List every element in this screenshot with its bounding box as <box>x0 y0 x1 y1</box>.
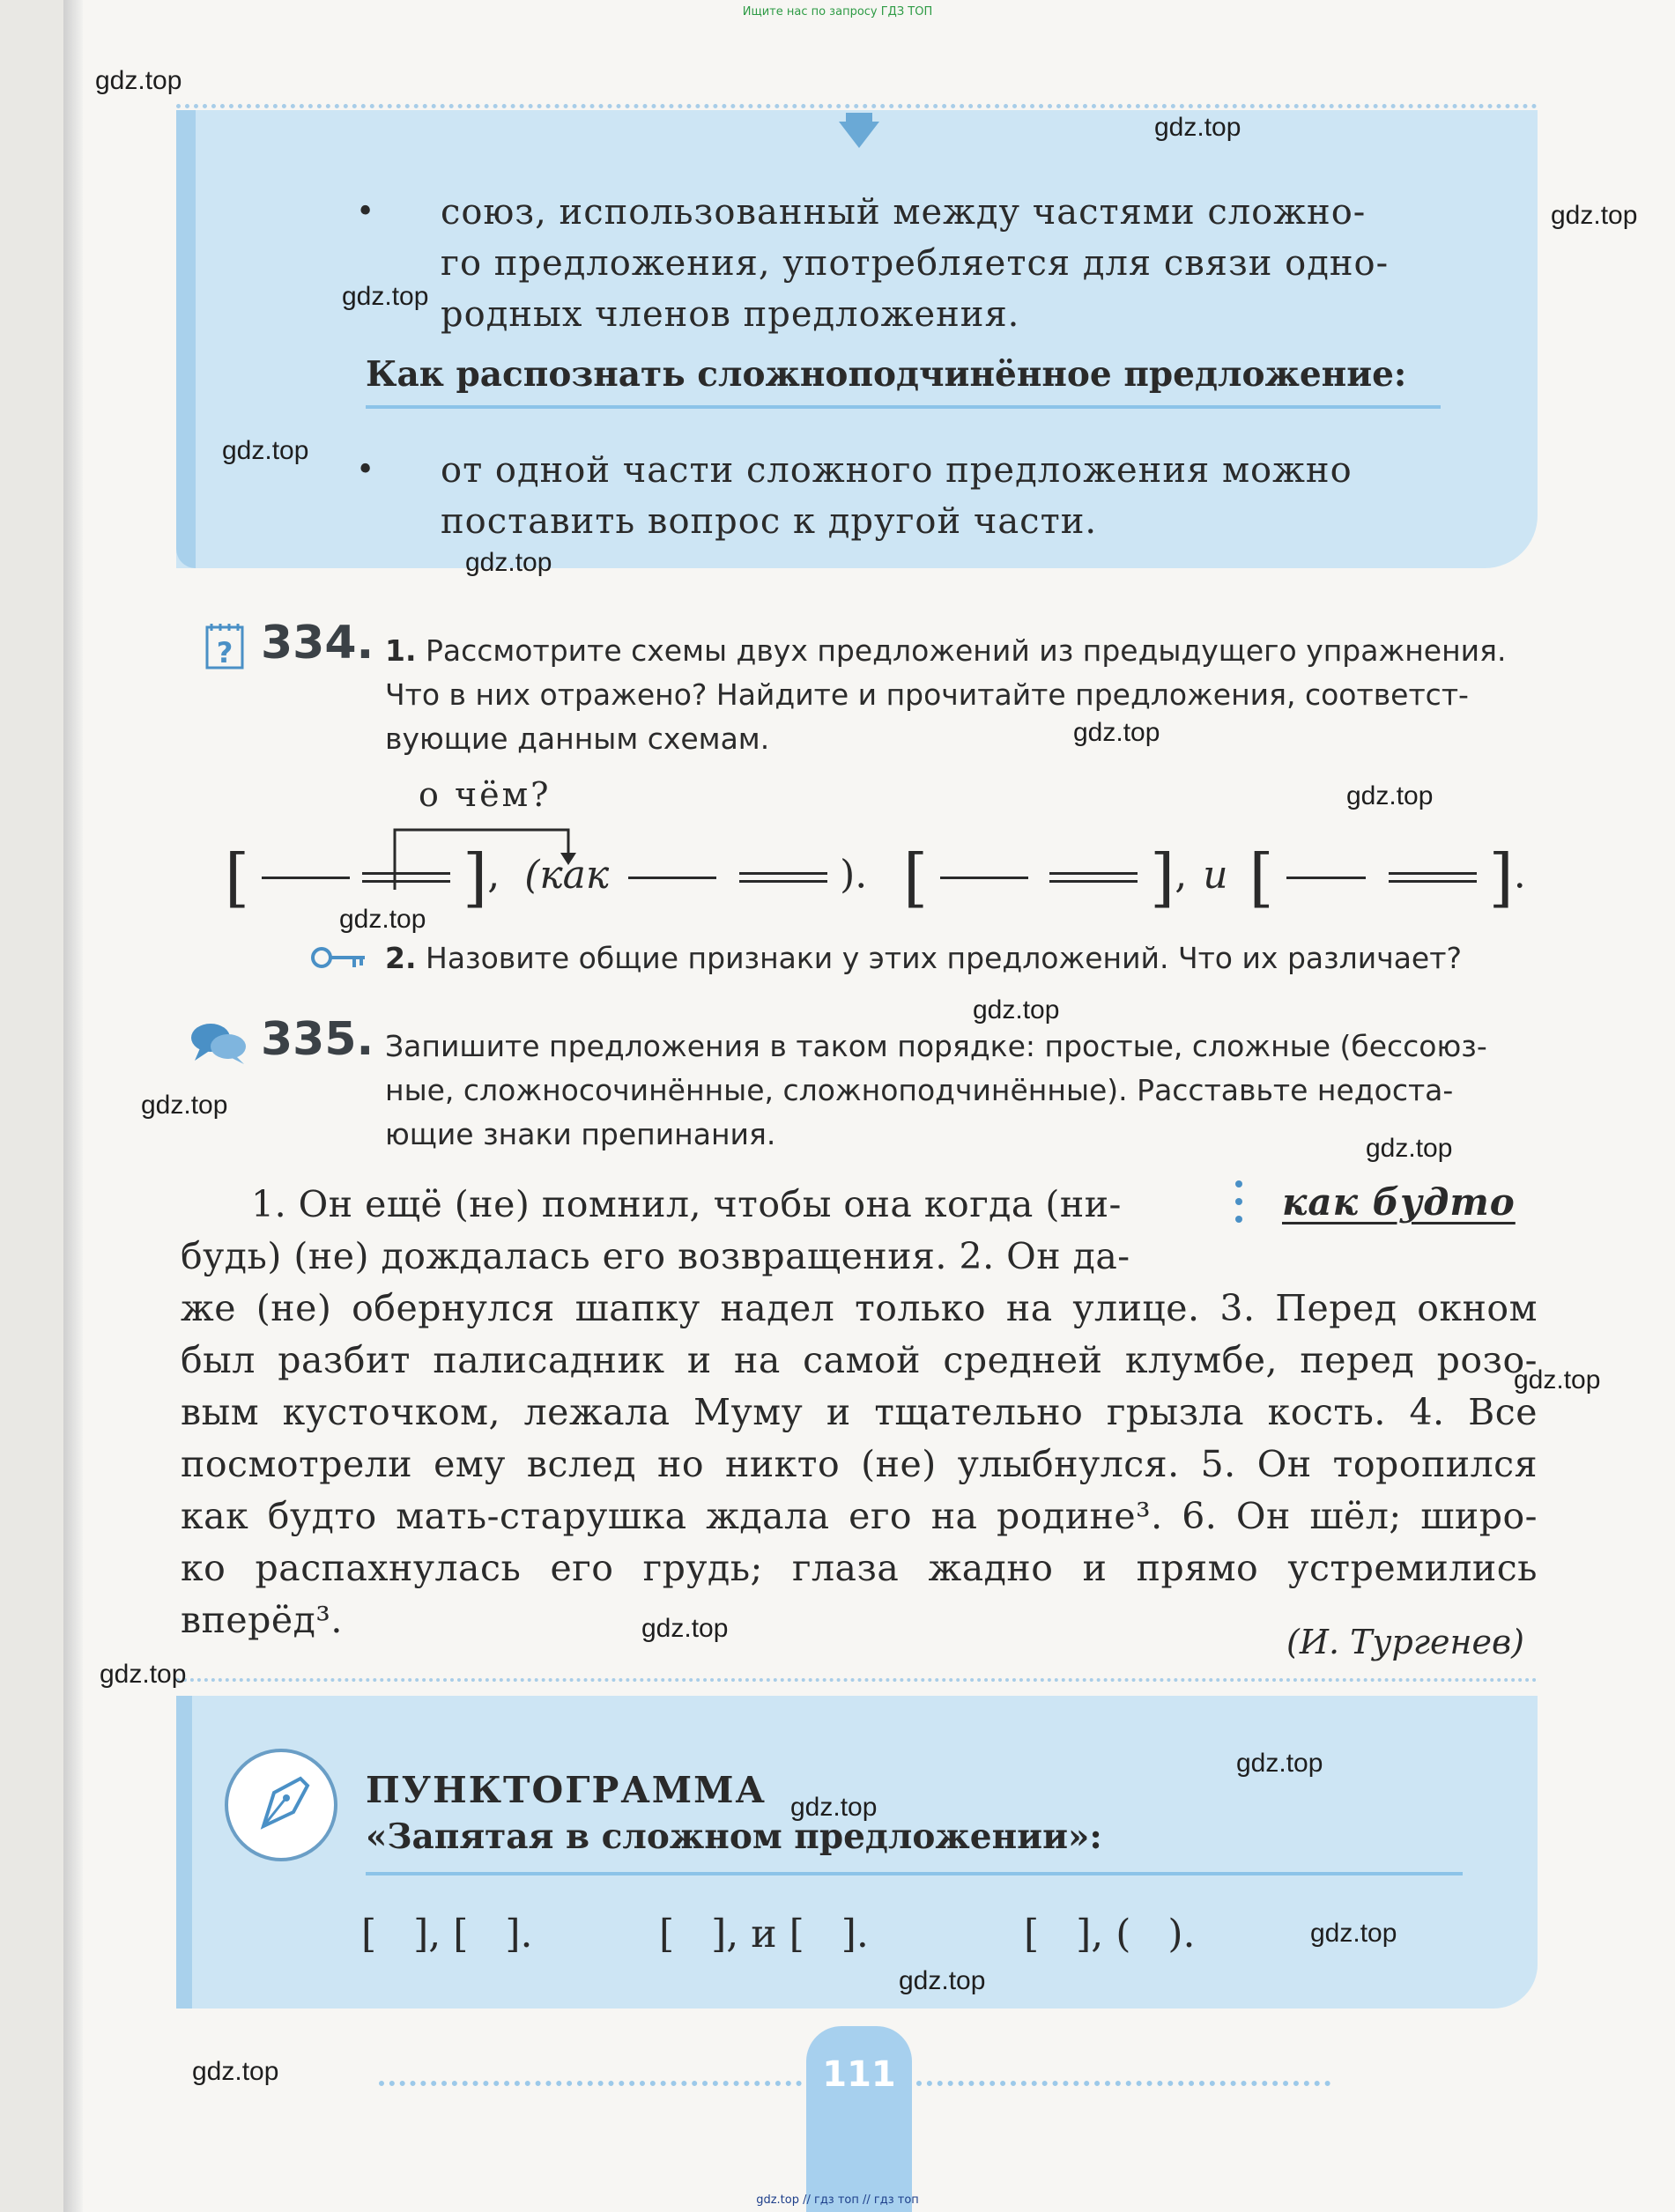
rule-box-edge <box>176 110 196 568</box>
watermark: gdz.top <box>1346 781 1434 810</box>
watermark: gdz.top <box>100 1660 187 1689</box>
rule-bullet-2-line: от одной части сложного предложения можно <box>441 450 1353 491</box>
punct-scheme-3: [ ], ( ). <box>1024 1912 1196 1957</box>
task-line: ющие знаки препинания. <box>385 1117 776 1151</box>
task-line: Запишите предложения в таком порядке: простые, сложные (бессоюз- <box>385 1029 1487 1063</box>
bullet-dot: • <box>356 452 376 488</box>
watermark: gdz.top <box>899 1966 986 1995</box>
speech-bubbles-icon <box>189 1020 248 1066</box>
watermark: gdz.top <box>222 436 309 465</box>
question-notebook-icon <box>204 622 245 670</box>
watermark: gdz.top <box>141 1091 228 1120</box>
text-line: вым кусточком, лежала Муму и тщательно грызла кость. 4. Все <box>181 1391 1538 1433</box>
watermark: gdz.top <box>1073 718 1160 747</box>
punctogram-underline <box>366 1872 1463 1875</box>
rule-bullet-2 <box>356 445 1353 547</box>
watermark: gdz.top <box>973 995 1060 1025</box>
punct-scheme-1: [ ], [ ]. <box>361 1912 533 1957</box>
text-line: был разбит палисадник и на самой средней клумбе, перед розо- <box>181 1339 1538 1381</box>
bullet-dot: • <box>356 194 376 230</box>
task-2-text: Назовите общие признаки у этих предложений. Что их различает? <box>426 941 1462 975</box>
punct-scheme-2: [ ], и [ ]. <box>659 1912 869 1957</box>
watermark: gdz.top <box>465 548 552 577</box>
watermark: gdz.top <box>95 66 182 95</box>
text-line: 1. Он ещё (не) помнил, чтобы она когда (ни- <box>251 1183 1122 1225</box>
key-icon <box>310 944 367 971</box>
side-word-text: как будто <box>1282 1180 1516 1224</box>
watermark: gdz.top <box>192 2057 279 2086</box>
watermark: gdz.top <box>1154 113 1241 142</box>
punctogram-subtitle: «Запятая в сложном предложении»: <box>366 1816 1102 1857</box>
rule-bullet-2-line: поставить вопрос к другой части. <box>441 501 1098 542</box>
task-line: Что в них отражено? Найдите и прочитайте предложения, соответст- <box>385 677 1469 712</box>
watermark: gdz.top <box>339 905 426 934</box>
page-number: 111 <box>822 2054 896 2095</box>
watermark: gdz.top <box>1310 1919 1397 1948</box>
scheme-conjunction-kak: (как <box>524 852 610 898</box>
task-line: ные, сложносочинённые, сложноподчинённые). Расставьте недоста- <box>385 1073 1454 1107</box>
pen-nib-icon <box>225 1749 337 1861</box>
page-gutter <box>63 0 83 2212</box>
watermark: gdz.top <box>1366 1134 1453 1163</box>
scheme-conjunction-i: и <box>1203 852 1228 898</box>
watermark: gdz.top <box>641 1614 729 1643</box>
exercise-334-task-2 <box>385 936 1462 980</box>
rule-bullet-1-line: го предложения, употребляется для связи одно- <box>441 243 1390 284</box>
exercise-number-335: 335. <box>261 1013 374 1066</box>
rule-bullet-1-line: союз, использованный между частями сложно- <box>441 192 1367 233</box>
scheme-1: [ ], (как ). <box>225 840 868 914</box>
text-line: вперёд³. <box>181 1599 343 1641</box>
text-line: же (не) обернулся шапку надел только на улице. 3. Перед окном <box>181 1287 1538 1329</box>
rule-bullet-1-line: родных членов предложения. <box>441 294 1020 335</box>
exercise-number-334: 334. <box>261 617 374 670</box>
task-line: вующие данным схемам. <box>385 721 770 756</box>
scheme-2: [ ], и [ ]. <box>903 840 1526 914</box>
previous-page-edge <box>0 0 69 2212</box>
page-dots-left <box>379 2081 802 2086</box>
rule-heading: Как распознать сложноподчинённое предложение: <box>366 354 1407 395</box>
page-dots-right <box>916 2081 1330 2086</box>
task-1-number: 1. <box>385 633 417 668</box>
bottom-note: gdz.top // гдз топ // гдз топ <box>756 2194 919 2207</box>
down-arrow-icon <box>839 113 879 148</box>
author: (И. Тургенев) <box>1286 1623 1524 1661</box>
text-line: как будто мать-старушка ждала его на родине³. 6. Он шёл; широ- <box>181 1495 1538 1537</box>
text-line: ко распахнулась его грудь; глаза жадно и прямо устремились <box>181 1547 1538 1589</box>
task-line: Рассмотрите схемы двух предложений из предыдущего упражнения. <box>426 633 1507 668</box>
text-line: будь) (не) дождалась его возвращения. 2. Он да- <box>181 1235 1130 1277</box>
exercise-334-task-1 <box>385 629 1548 761</box>
punctogram-edge <box>176 1696 192 2009</box>
watermark: gdz.top <box>1514 1365 1601 1395</box>
heading-underline <box>366 405 1441 409</box>
exercise-335-text <box>181 1179 1538 1646</box>
watermark: gdz.top <box>342 282 429 311</box>
punctogram-dotted-border <box>176 1678 1538 1682</box>
rule-box-dotted-border <box>176 104 1538 108</box>
watermark: gdz.top <box>790 1793 878 1822</box>
scheme-question: о чём? <box>419 775 552 814</box>
watermark: gdz.top <box>1551 201 1638 230</box>
svg-text:?: ? <box>216 636 233 670</box>
top-note: Ищите нас по запросу ГДЗ ТОП <box>742 5 933 18</box>
watermark: gdz.top <box>1236 1749 1323 1778</box>
text-line: посмотрели ему вслед но никто (не) улыбнулся. 5. Он торопился <box>181 1443 1538 1485</box>
punctogram-title: ПУНКТОГРАММА <box>366 1769 767 1811</box>
rule-bullet-1 <box>356 187 1390 340</box>
task-2-number: 2. <box>385 941 417 975</box>
